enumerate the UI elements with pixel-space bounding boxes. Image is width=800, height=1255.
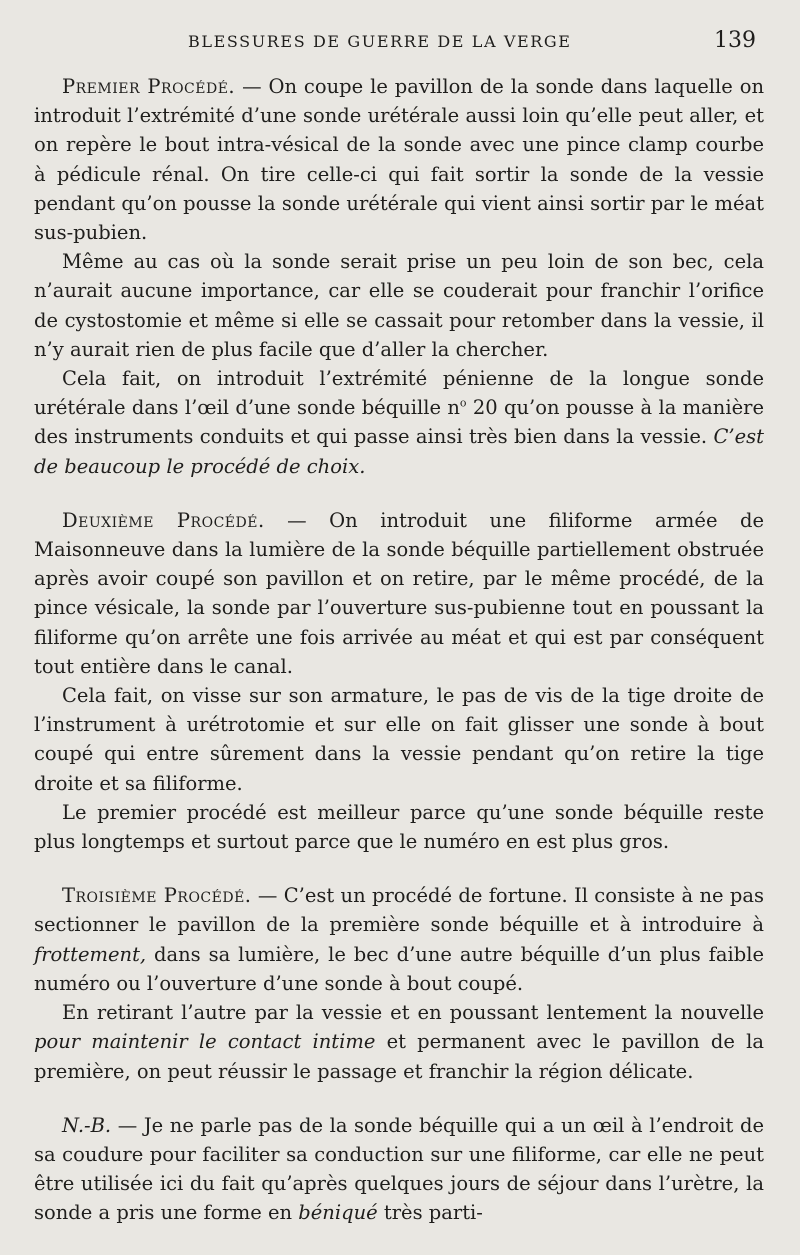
italic-text: pour maintenir le contact intime bbox=[34, 1030, 376, 1054]
paragraph-text: et permanent avec le pavillon de la première, on peut réussir le passage et franchir la région délicate. bbox=[34, 1030, 764, 1083]
paragraph bbox=[34, 881, 764, 998]
paragraph-text: — On coupe le pavillon de la sonde dans laquelle on introduit l’extrémité d’une sonde urétérale aussi loin qu’elle peut aller, et on repère le bout intra-vésical de la sonde avec une pince clamp courbe à pédicule rénal. On tire celle-ci qui fait sortir la sonde de la vessie pendant qu’on pousse la sonde urétérale qui vient ainsi sortir par le méat sus-pubien. bbox=[34, 75, 765, 245]
paragraph bbox=[34, 364, 764, 481]
italic-text: frottement, bbox=[34, 942, 147, 966]
section-heading-third-procedure: Troisième Procédé. bbox=[62, 884, 252, 908]
paragraph-text: Cela fait, on visse sur son armature, le pas de vis de la tige droite de l’instrument à urétrotomie et sur elle on fait glisser une sonde à bout coupé qui entre sûrement dans la vessie pendant qu’on retire la tige droite et sa filiforme. bbox=[34, 684, 764, 795]
paragraph-text: Même au cas où la sonde serait prise un peu loin de son bec, cela n’aurait aucune importance, car elle se couderait pour franchir l’orifice de cystostomie et même si elle se cassait pour retomber dans la vessie, il n’y aurait rien de plus facile que d’aller la chercher. bbox=[34, 250, 764, 361]
paragraph-text: En retirant l’autre par la vessie et en poussant lentement la nouvelle bbox=[62, 1001, 764, 1025]
paragraph-text: — On introduit une filiforme armée de Maisonneuve dans la lumière de la sonde béquille partiellement obstruée après avoir coupé son pavillon et on retire, par le même procédé, de la pince vésicale, la sonde par l’ouverture sus-pubienne tout en poussant la filiforme qu’on arrête une fois arrivée au méat et qui est par conséquent tout entière dans le canal. bbox=[34, 508, 765, 678]
superscript: o bbox=[459, 396, 467, 410]
section-heading-second-procedure: Deuxième Procédé. bbox=[62, 508, 265, 532]
paragraph-text: 20 qu’on pousse à la manière des instruments conduits et qui passe ainsi très bien dans la vessie. bbox=[34, 396, 764, 449]
paragraph-text: très parti- bbox=[377, 1201, 483, 1225]
italic-text: béniqué bbox=[298, 1201, 378, 1225]
paragraph-text: Cela fait, on introduit l’extrémité pénienne de la longue sonde urétérale dans l’œil d’une sonde béquille n bbox=[34, 367, 764, 420]
paragraph-text: dans sa lumière, le bec d’une autre béquille d’un plus faible numéro ou l’ouverture d’une sonde à bout coupé. bbox=[34, 942, 764, 995]
page-body bbox=[34, 72, 764, 1228]
page-number: 139 bbox=[714, 28, 756, 53]
running-title: BLESSURES DE GUERRE DE LA VERGE bbox=[188, 32, 572, 51]
section-heading-first-procedure: Premier Procédé. bbox=[62, 75, 236, 98]
paragraph-text: — Je ne parle pas de la sonde béquille qui a un œil à l’endroit de sa coudure pour faciliter sa conduction sur une filiforme, car elle ne peut être utilisée ici du fait qu’après quelques jours de séjour dans l’urètre, la sonde a pris une forme en bbox=[34, 1113, 764, 1225]
paragraph bbox=[34, 681, 764, 798]
paragraph-text: Le premier procédé est meilleur parce qu’une sonde béquille reste plus longtemps et surtout parce que le numéro en est plus gros. bbox=[34, 800, 764, 854]
italic-text: C’est de beaucoup le procédé de choix. bbox=[34, 425, 764, 478]
paragraph bbox=[34, 506, 764, 681]
section-heading-note: N.-B. bbox=[62, 1113, 112, 1137]
paragraph bbox=[34, 72, 764, 247]
paragraph bbox=[34, 798, 764, 856]
paragraph bbox=[34, 247, 764, 364]
paragraph-text: — C’est un procédé de fortune. Il consiste à ne pas sectionner le pavillon de la première sonde béquille et à introduire à bbox=[34, 884, 764, 937]
page-header bbox=[0, 30, 800, 60]
paragraph bbox=[34, 998, 764, 1086]
paragraph bbox=[34, 1111, 764, 1228]
